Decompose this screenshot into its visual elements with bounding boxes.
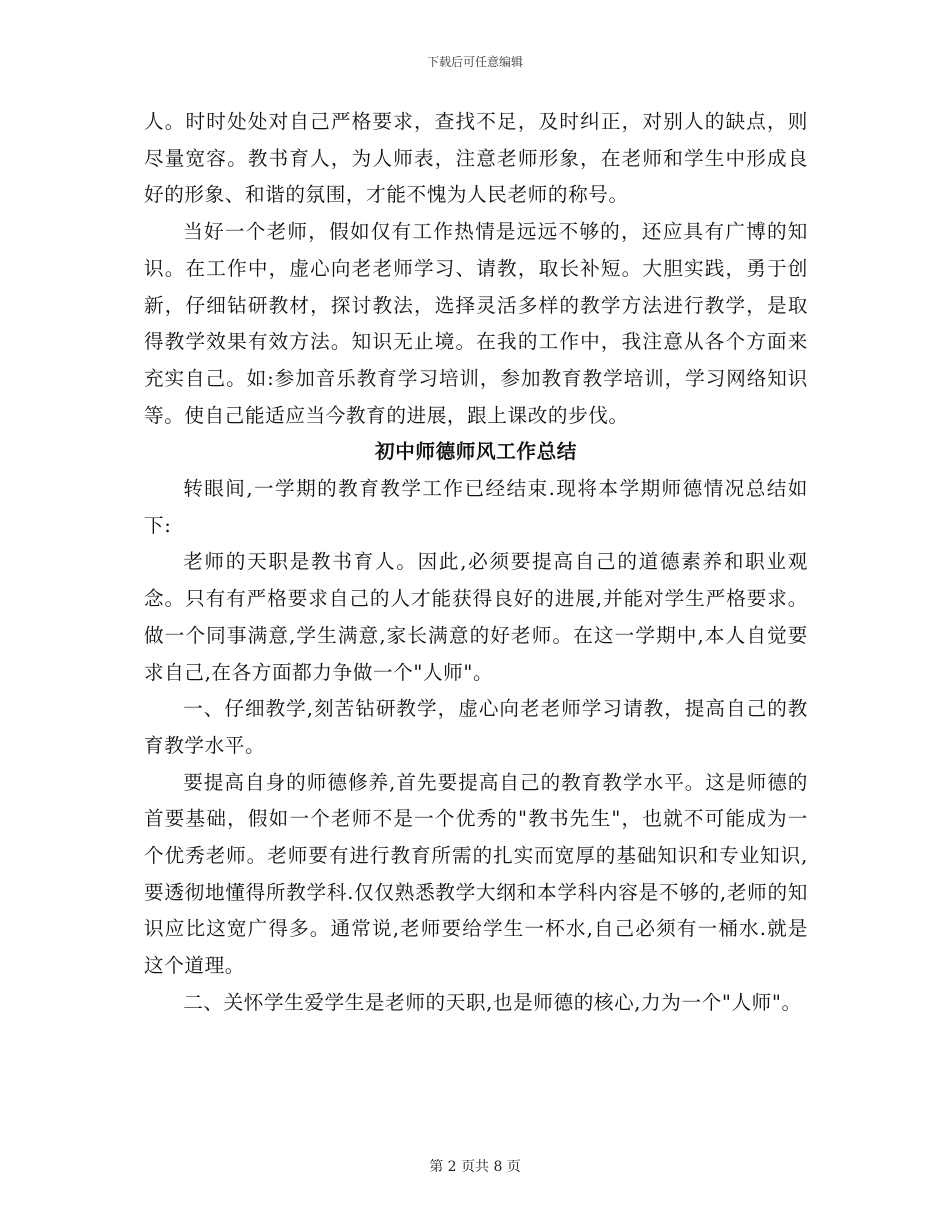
paragraph-duty: 老师的天职是教书育人。因此,必须要提高自己的道德素养和职业观念。只有有严格要求自己的人才能获得良好的进展,并能对学生严格要求。做一个同事满意,学生满意,家长满意的好老师。在这一学期中,本人自觉要求自己,在各方面都力争做一个"人师"。	[144, 550, 808, 684]
section-title: 初中师德师风工作总结	[375, 440, 577, 464]
paragraph-point-two: 二、关怀学生爱学生是老师的天职,也是师德的核心,力为一个"人师"。	[183, 990, 802, 1014]
paragraph-continuation: 人。时时处处对自己严格要求，查找不足，及时纠正，对别人的缺点，则尽量宽容。教书育人，为人师表，注意老师形象，在老师和学生中形成良好的形象、和谐的氛围，才能不愧为人民老师的称号。	[144, 110, 808, 207]
paragraph-intro: 转眼间,一学期的教育教学工作已经结束.现将本学期师德情况总结如下:	[144, 477, 808, 537]
page-footer: 第 2 页共 8 页	[429, 1159, 521, 1175]
page-header: 下载后可任意编辑	[426, 55, 523, 69]
paragraph-point-one: 一、仔细教学,刻苦钻研教学，虚心向老老师学习请教，提高自己的教育教学水平。	[144, 697, 808, 757]
paragraph-knowledge: 当好一个老师，假如仅有工作热情是远远不够的，还应具有广博的知识。在工作中，虚心向老老师学习、请教，取长补短。大胆实践，勇于创新，仔细钻研教材，探讨教法，选择灵活多样的教学方法进行教学，是取得教学效果有效方法。知识无止境。在我的工作中，我注意从各个方面来充实自己。如:参加音乐教育学习培训，参加教育教学培训，学习网络知识等。使自己能适应当今教育的进展，跟上课改的步伐。	[144, 220, 808, 427]
document-body	[144, 104, 808, 1022]
paragraph-teaching-level: 要提高自身的师德修养,首先要提高自己的教育教学水平。这是师德的首要基础，假如一个老师不是一个优秀的"教书先生"，也就不可能成为一个优秀老师。老师要有进行教育所需的扎实而宽厚的基础知识和专业知识,要透彻地懂得所教学科.仅仅熟悉教学大纲和本学科内容是不够的,老师的知识应比这宽广得多。通常说,老师要给学生一杯水,自己必须有一桶水.就是这个道理。	[144, 770, 808, 978]
